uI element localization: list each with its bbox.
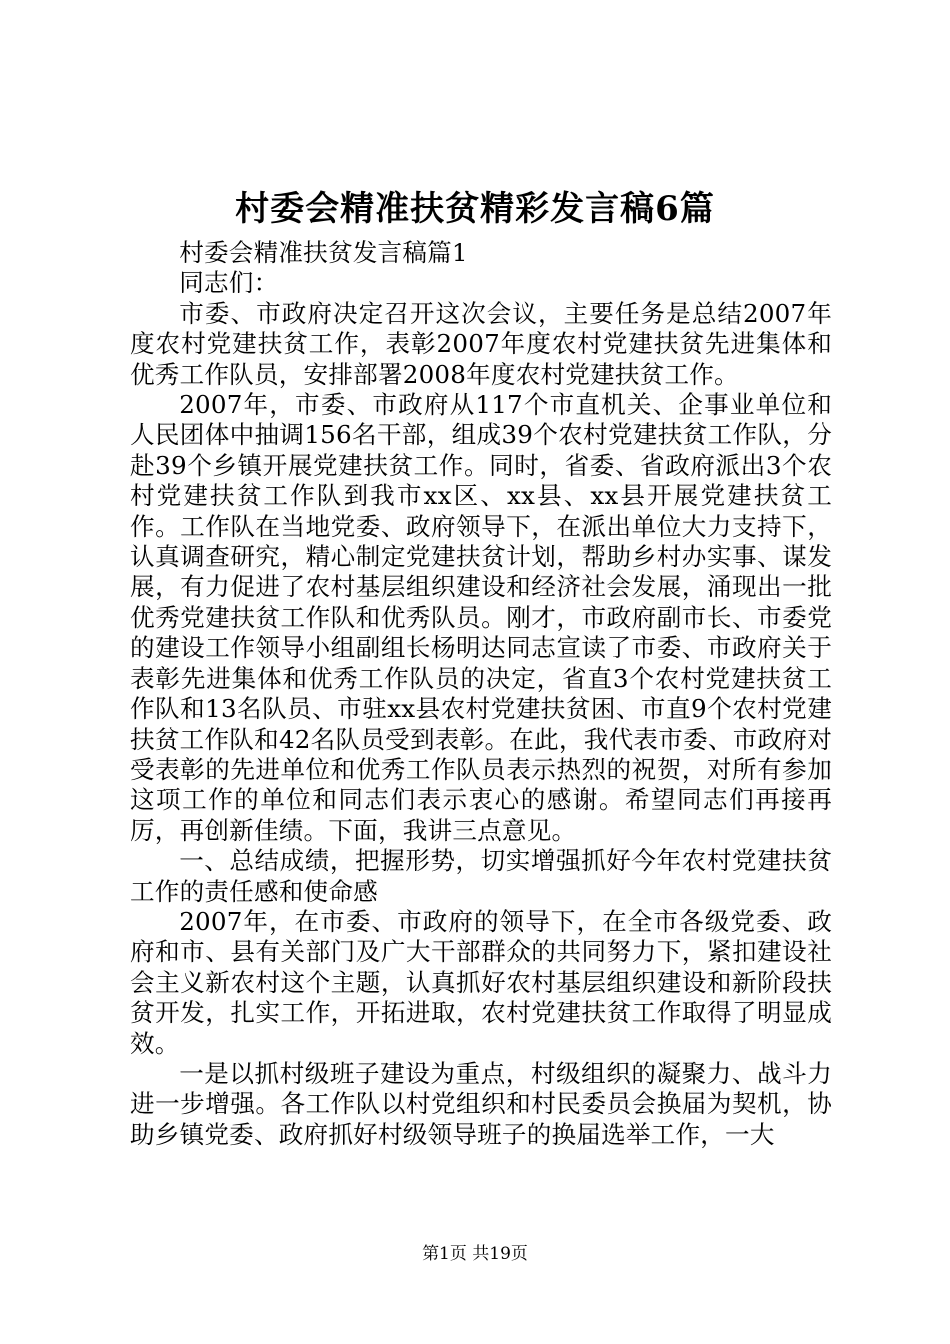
paragraph: 一是以抓村级班子建设为重点，村级组织的凝聚力、战斗力进一步增强。各工作队以村党组织和村民委员会换届为契机，协助乡镇党委、政府抓好村级领导班子的换届选举工作，一大: [130, 1058, 832, 1149]
paragraph: 市委、市政府决定召开这次会议，主要任务是总结2007年度农村党建扶贫工作，表彰2007年度农村党建扶贫先进集体和优秀工作队员，安排部署2008年度农村党建扶贫工作。: [130, 298, 832, 389]
salutation: 同志们：: [179, 268, 279, 298]
document-body: [130, 238, 832, 1150]
section-heading: 村委会精准扶贫发言稿篇1: [179, 238, 468, 267]
paragraph: 一、总结成绩，把握形势，切实增强抓好今年农村党建扶贫工作的责任感和使命感: [130, 846, 832, 906]
paragraph: 2007年，市委、市政府从117个市直机关、企事业单位和人民团体中抽调156名干部，组成39个农村党建扶贫工作队，分赴39个乡镇开展党建扶贫工作。同时，省委、省政府派出3个农村党建扶贫工作队到我市xx区、xx县、xx县开展党建扶贫工作。工作队在当地党委、政府领导下，在派出单位大力支持下，认真调查研究，精心制定党建扶贫计划，帮助乡村办实事、谋发展，有力促进了农村基层组织建设和经济社会发展，涌现出一批优秀党建扶贫工作队和优秀队员。刚才，市政府副市长、市委党的建设工作领导小组副组长杨明达同志宣读了市委、市政府关于表彰先进集体和优秀工作队员的决定，省直3个农村党建扶贫工作队和13名队员、市驻xx县农村党建扶贫困、市直9个农村党建扶贫工作队和42名队员受到表彰。在此，我代表市委、市政府对受表彰的先进单位和优秀工作队员表示热烈的祝贺，对所有参加这项工作的单位和同志们表示衷心的感谢。希望同志们再接再厉，再创新佳绩。下面，我讲三点意见。: [130, 390, 832, 845]
paragraph: 2007年，在市委、市政府的领导下，在全市各级党委、政府和市、县有关部门及广大干部群众的共同努力下，紧扣建设社会主义新农村这个主题，认真抓好农村基层组织建设和新阶段扶贫开发，扎实工作，开拓进取，农村党建扶贫工作取得了明显成效。: [130, 906, 832, 1058]
document-title: 村委会精准扶贫精彩发言稿6篇: [235, 189, 715, 229]
page-number: 第1页 共19页: [422, 1244, 528, 1264]
